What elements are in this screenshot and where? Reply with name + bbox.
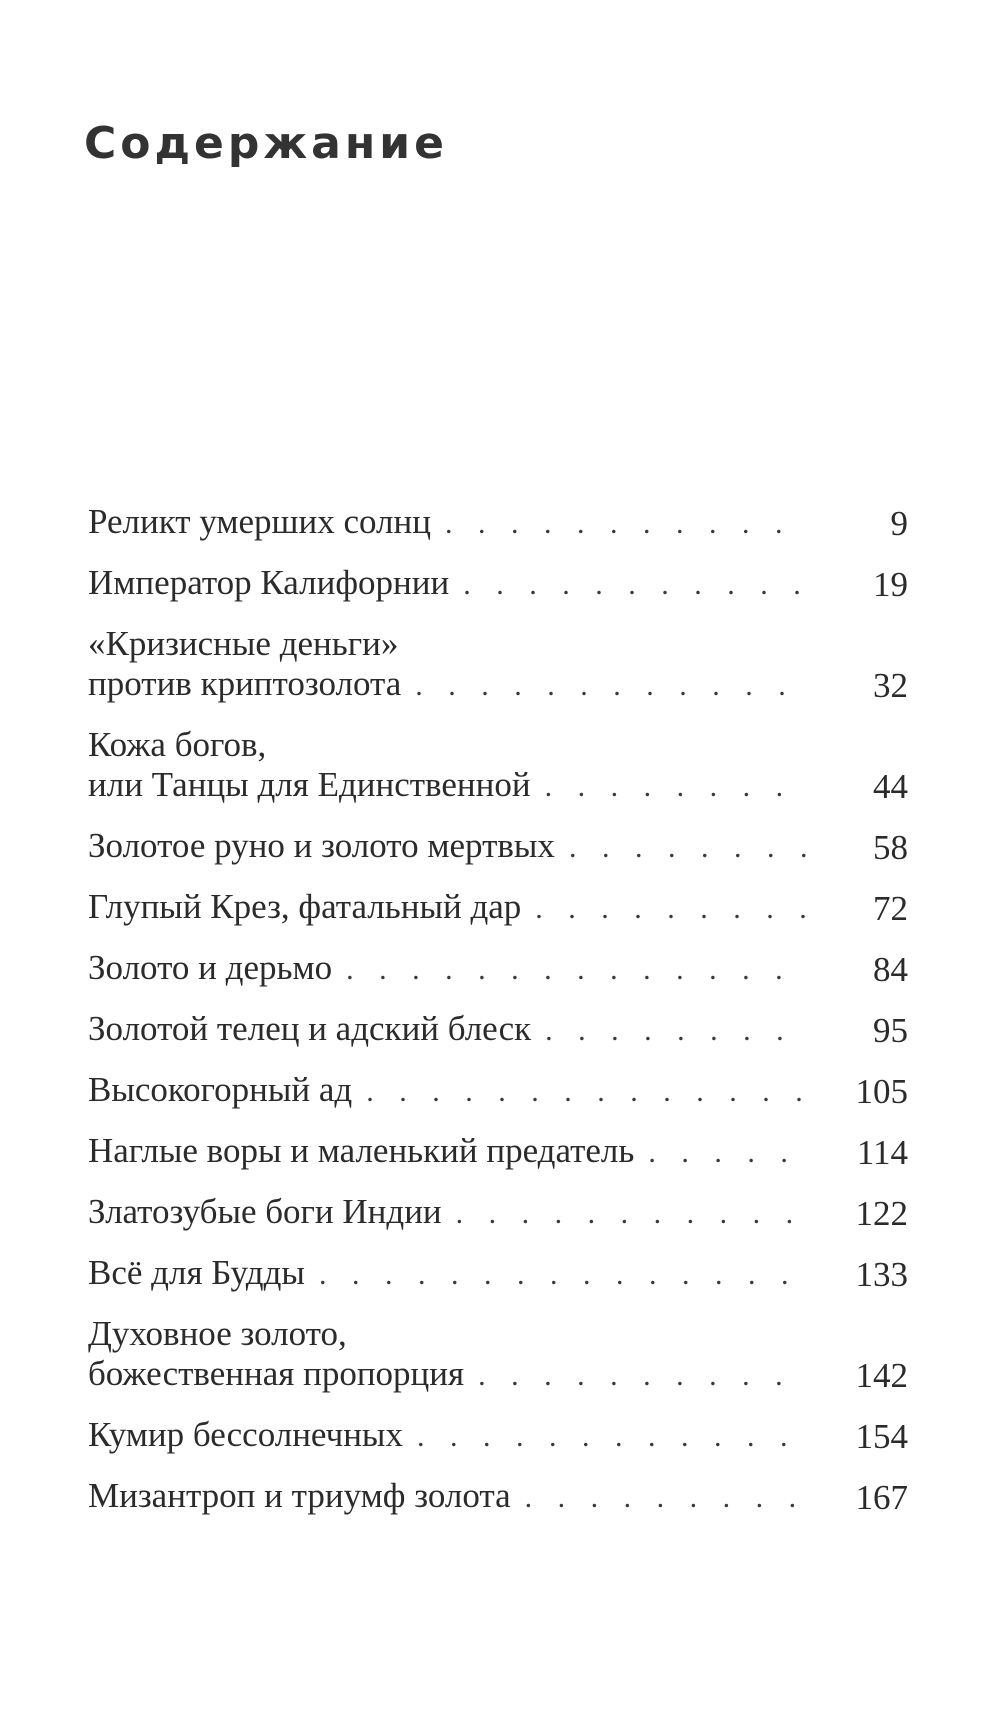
toc-entry[interactable] (88, 1415, 908, 1457)
toc-entry-title (88, 624, 808, 706)
toc-entry-title (88, 1253, 808, 1295)
toc-title-line: Кумир бессолнечных (88, 1415, 403, 1454)
toc-entry-title (88, 1314, 808, 1396)
toc-page-number: 44 (873, 767, 908, 806)
toc-title-line: Мизантроп и триумф золота (88, 1476, 511, 1515)
toc-page-number: 9 (890, 504, 908, 543)
toc-entry-title (88, 1070, 808, 1112)
toc-entry-title (88, 1009, 808, 1051)
toc-title-row (88, 1192, 808, 1234)
toc-entry[interactable] (88, 624, 908, 706)
toc-entry[interactable] (88, 502, 908, 544)
toc-entry-title (88, 502, 808, 544)
toc-page-number: 95 (873, 1011, 908, 1050)
toc-title-row (88, 765, 808, 807)
toc-title-line: или Танцы для Единственной (88, 765, 531, 804)
toc-page-number: 114 (856, 1133, 908, 1172)
toc-entry[interactable] (88, 1253, 908, 1295)
dot-leader (648, 1133, 808, 1173)
toc-entry[interactable] (88, 826, 908, 868)
dot-leader (346, 950, 808, 990)
dot-leader (445, 504, 808, 544)
toc-entry[interactable] (88, 725, 908, 807)
dot-leader (415, 666, 808, 706)
toc-page-number: 142 (855, 1356, 908, 1395)
dot-leader (478, 1356, 808, 1396)
toc-page-number: 105 (855, 1072, 908, 1111)
toc-entry-title (88, 826, 808, 868)
toc-title-row (88, 1131, 808, 1173)
toc-title-row (88, 1253, 808, 1295)
toc-page-number: 32 (873, 666, 908, 705)
toc-title-line: Реликт умерших солнц (88, 502, 431, 541)
toc-title-row (88, 1070, 808, 1112)
toc-title-row (88, 502, 808, 544)
toc-page-number: 154 (855, 1417, 908, 1456)
dot-leader (525, 1478, 808, 1518)
dot-leader (417, 1417, 808, 1457)
toc-entry[interactable] (88, 1070, 908, 1112)
dot-leader (569, 828, 808, 868)
toc-entry[interactable] (88, 1192, 908, 1234)
dot-leader (535, 889, 808, 929)
toc-page-number: 19 (873, 565, 908, 604)
toc-page-number: 72 (873, 889, 908, 928)
dot-leader (463, 565, 808, 605)
toc-entry-title (88, 887, 808, 929)
toc-title-row (88, 887, 808, 929)
toc-entry-title (88, 1131, 808, 1173)
toc-title-line: Золотой телец и адский блеск (88, 1009, 532, 1048)
dot-leader (456, 1194, 808, 1234)
table-of-contents (88, 502, 908, 1537)
toc-title-line: Духовное золото, (88, 1314, 347, 1353)
dot-leader (366, 1072, 808, 1112)
page-title: Содержание (84, 118, 448, 169)
toc-page-number: 167 (855, 1478, 908, 1517)
toc-title-line: Высокогорный ад (88, 1070, 353, 1109)
toc-entry-title (88, 563, 808, 605)
toc-title-row (88, 948, 808, 990)
toc-title-row (88, 664, 808, 706)
toc-entry[interactable] (88, 563, 908, 605)
dot-leader (545, 1011, 808, 1051)
toc-title-row (88, 826, 808, 868)
toc-title-row (88, 1415, 808, 1457)
toc-entry-title (88, 948, 808, 990)
toc-entry[interactable] (88, 1131, 908, 1173)
dot-leader (319, 1255, 808, 1295)
dot-leader (545, 767, 808, 807)
toc-title-row (88, 563, 808, 605)
toc-title-line: Золото и дерьмо (88, 948, 333, 987)
toc-page-number: 133 (855, 1255, 908, 1294)
toc-title-line: Наглые воры и маленький предатель (88, 1131, 635, 1170)
toc-title-line: Всё для Будды (88, 1253, 305, 1292)
toc-entry[interactable] (88, 948, 908, 990)
toc-title-line: Глупый Крез, фатальный дар (88, 887, 522, 926)
toc-title-line: божественная пропорция (88, 1354, 465, 1393)
toc-title-line: «Кризисные деньги» (88, 624, 399, 663)
toc-title-row (88, 1354, 808, 1396)
toc-title-row (88, 1009, 808, 1051)
toc-title-line: Император Калифорнии (88, 563, 450, 602)
toc-entry[interactable] (88, 1314, 908, 1396)
toc-title-line: Золотое руно и золото мертвых (88, 826, 555, 865)
toc-title-line: Кожа богов, (88, 725, 267, 764)
toc-entry-title (88, 725, 808, 807)
toc-page-number: 122 (855, 1194, 908, 1233)
toc-page-number: 58 (873, 828, 908, 867)
toc-title-line: против криптозолота (88, 664, 402, 703)
toc-page-number: 84 (873, 950, 908, 989)
toc-entry[interactable] (88, 1476, 908, 1518)
toc-entry-title (88, 1192, 808, 1234)
toc-title-line: Златозубые боги Индии (88, 1192, 442, 1231)
toc-entry-title (88, 1476, 808, 1518)
toc-entry[interactable] (88, 887, 908, 929)
toc-entry[interactable] (88, 1009, 908, 1051)
toc-entry-title (88, 1415, 808, 1457)
toc-title-row (88, 1476, 808, 1518)
